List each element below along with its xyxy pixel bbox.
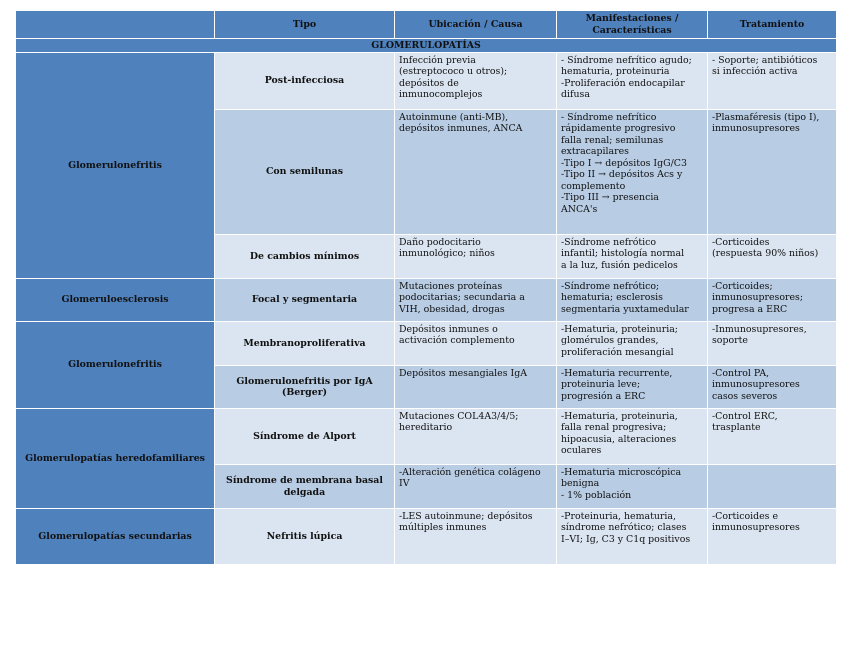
header-tratamiento: Tratamiento <box>708 11 836 38</box>
row-ubicacion: Infección previa (estreptococo u otros); depósitos de inmunocomplejos <box>395 53 556 109</box>
row-tipo: Focal y segmentaria <box>215 279 394 321</box>
row-manifestaciones: -Hematuria microscópica benigna - 1% población <box>557 465 707 508</box>
row-tratamiento: -Plasmaféresis (tipo I), inmunosupresores <box>708 110 836 234</box>
row-ubicacion: -Alteración genética colágeno IV <box>395 465 556 508</box>
row-manifestaciones: -Síndrome nefrótico infantil; histología normal a la luz, fusión pedicelos <box>557 235 707 278</box>
row-ubicacion: Autoinmune (anti-MB), depósitos inmunes, ANCA <box>395 110 556 234</box>
row-manifestaciones: -Síndrome nefrótico; hematuria; esclerosis segmentaria yuxtamedular <box>557 279 707 321</box>
category-glomerulonefritis-1: Glomerulonefritis <box>16 53 214 278</box>
row-tratamiento: -Corticoides e inmunosupresores <box>708 509 836 564</box>
row-ubicacion: Depósitos mesangiales IgA <box>395 366 556 408</box>
row-ubicacion: Depósitos inmunes o activación complemento <box>395 322 556 365</box>
row-tipo: Glomerulonefritis por IgA (Berger) <box>215 366 394 408</box>
category-glomerulonefritis-2: Glomerulonefritis <box>16 322 214 408</box>
row-tipo: Nefritis lúpica <box>215 509 394 564</box>
section-title: GLOMERULOPATÍAS <box>16 39 836 52</box>
row-tratamiento: - Soporte; antibióticos si infección activa <box>708 53 836 109</box>
row-ubicacion: Mutaciones proteínas podocitarias; secundaria a VIH, obesidad, drogas <box>395 279 556 321</box>
row-tipo: Post-infecciosa <box>215 53 394 109</box>
row-manifestaciones: -Hematuria recurrente, proteinuria leve; progresión a ERC <box>557 366 707 408</box>
row-tratamiento <box>708 465 836 508</box>
row-tipo: Síndrome de membrana basal delgada <box>215 465 394 508</box>
row-manifestaciones: - Síndrome nefrítico rápidamente progresivo falla renal; semilunas extracapilares -Tipo I → depósitos IgG/C3 -Tipo II → depósitos Acs y complemento -Tipo III → presencia ANCA's <box>557 110 707 234</box>
row-tipo: Membranoproliferativa <box>215 322 394 365</box>
row-manifestaciones: -Proteinuria, hematuria, síndrome nefrótico; clases I–VI; Ig, C3 y C1q positivos <box>557 509 707 564</box>
category-glomeruloesclerosis: Glomeruloesclerosis <box>16 279 214 321</box>
row-manifestaciones: -Hematuria, proteinuria, falla renal progresiva; hipoacusia, alteraciones oculares <box>557 409 707 464</box>
header-ubicacion: Ubicación / Causa <box>395 11 556 38</box>
row-tratamiento: -Inmunosupresores, soporte <box>708 322 836 365</box>
row-tipo: De cambios mínimos <box>215 235 394 278</box>
category-heredofamiliares: Glomerulopatías heredofamiliares <box>16 409 214 508</box>
header-blank <box>16 11 214 38</box>
row-ubicacion: Mutaciones COL4A3/4/5; hereditario <box>395 409 556 464</box>
header-tipo: Tipo <box>215 11 394 38</box>
row-tipo: Síndrome de Alport <box>215 409 394 464</box>
row-tratamiento: -Control ERC, trasplante <box>708 409 836 464</box>
row-manifestaciones: -Hematuria, proteinuria; glomérulos grandes, proliferación mesangial <box>557 322 707 365</box>
row-tratamiento: -Control PA, inmunosupresores casos severos <box>708 366 836 408</box>
row-manifestaciones: - Síndrome nefrítico agudo; hematuria, proteinuria -Proliferación endocapilar difusa <box>557 53 707 109</box>
row-ubicacion: -LES autoinmune; depósitos múltiples inmunes <box>395 509 556 564</box>
row-tratamiento: -Corticoides; inmunosupresores; progresa a ERC <box>708 279 836 321</box>
glomerulopathies-table <box>16 11 832 552</box>
row-tipo: Con semilunas <box>215 110 394 234</box>
row-ubicacion: Daño podocitario inmunológico; niños <box>395 235 556 278</box>
category-secundarias: Glomerulopatías secundarias <box>16 509 214 564</box>
row-tratamiento: -Corticoides (respuesta 90% niños) <box>708 235 836 278</box>
header-manifestaciones: Manifestaciones / Características <box>557 11 707 38</box>
